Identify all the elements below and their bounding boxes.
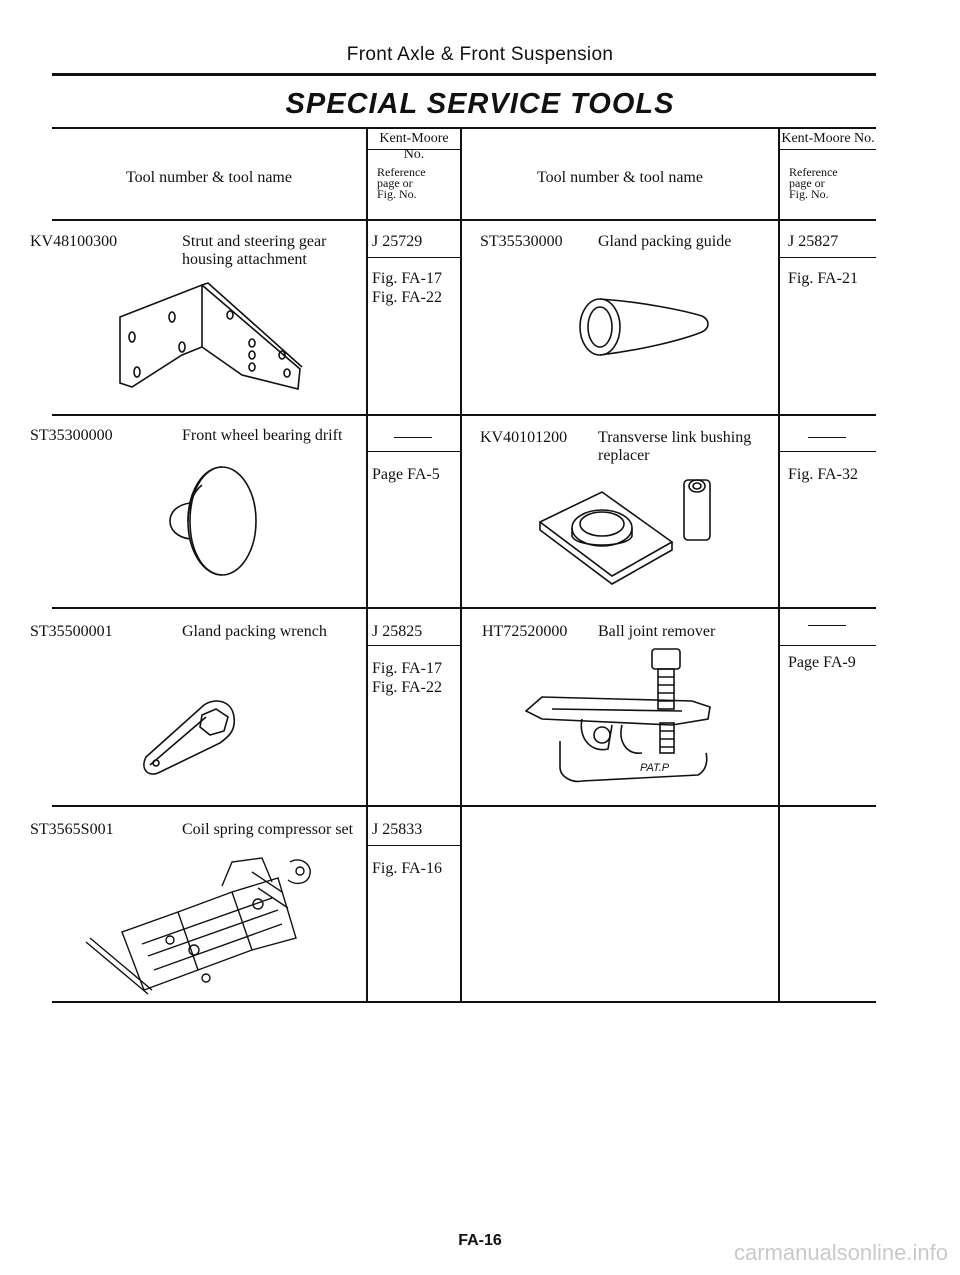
- reference-list: Page FA-5: [372, 466, 440, 483]
- gland-wrench-illustration: [136, 687, 246, 787]
- tool-name: Coil spring compressor set: [182, 821, 354, 838]
- kent-moore-number: J 25825: [372, 623, 423, 640]
- km-rule-l1: [368, 257, 460, 258]
- tool-column-header-left: Tool number & tool name: [126, 169, 292, 186]
- tool-number: ST35500001: [30, 623, 113, 640]
- tool-number: KV40101200: [480, 429, 568, 446]
- km-rule-l3: [368, 645, 460, 646]
- ball-joint-remover-illustration: [522, 645, 722, 795]
- row-rule-1: [52, 414, 876, 416]
- table-bottom-rule: [52, 1001, 876, 1003]
- page-number: FA-16: [458, 1232, 502, 1249]
- tool-number: ST35300000: [30, 427, 113, 444]
- km-rule-r3: [780, 645, 876, 646]
- kent-moore-number: J 25729: [372, 233, 423, 250]
- tool-name: Ball joint remover: [598, 623, 716, 640]
- packing-guide-illustration: [572, 292, 712, 362]
- tool-number: ST3565S001: [30, 821, 114, 838]
- tool-number: HT72520000: [482, 623, 568, 640]
- km-rule-r1: [780, 257, 876, 258]
- reference-list: Page FA-9: [788, 654, 856, 671]
- no-kent-moore-dash: [808, 625, 846, 626]
- no-kent-moore-dash: [394, 437, 432, 438]
- header-rule: [52, 73, 876, 76]
- reference-list: Fig. FA-32: [788, 466, 858, 483]
- tool-column-header-right: Tool number & tool name: [537, 169, 703, 186]
- km-rule-l4: [368, 845, 460, 846]
- km-column-header-right: Kent-Moore No.: [781, 131, 875, 146]
- no-kent-moore-dash: [808, 437, 846, 438]
- header-bottom-rule: [52, 219, 876, 221]
- reference-list: Fig. FA-17 Fig. FA-22: [372, 660, 442, 696]
- tool-name: Gland packing guide: [598, 233, 732, 250]
- col-rule-center: [460, 127, 462, 1003]
- special-tools-table: [30, 127, 876, 1003]
- km-header-rule-right: [780, 149, 876, 150]
- reference-list: Fig. FA-16: [372, 860, 442, 877]
- kent-moore-number: J 25833: [372, 821, 423, 838]
- reference-list: Fig. FA-21: [788, 270, 858, 287]
- tool-name: Transverse link bushing replacer: [598, 429, 752, 464]
- km-column-header-left: Kent-Moore No.: [379, 131, 449, 162]
- km-rule-l2: [368, 451, 460, 452]
- tool-name: Strut and steering gear housing attachment: [182, 233, 327, 268]
- tool-number: KV48100300: [30, 233, 118, 250]
- tool-name: Gland packing wrench: [182, 623, 327, 640]
- row-rule-3: [52, 805, 876, 807]
- col-rule-right-km: [778, 127, 780, 1003]
- bearing-drift-illustration: [162, 457, 272, 587]
- col-rule-left-km: [366, 127, 368, 1003]
- strut-housing-attachment-illustration: [112, 277, 312, 397]
- tool-number: ST35530000: [480, 233, 563, 250]
- reference-list: Fig. FA-17 Fig. FA-22: [372, 270, 442, 306]
- tool-name: Front wheel bearing drift: [182, 427, 343, 444]
- km-rule-r2: [780, 451, 876, 452]
- table-top-rule: [52, 127, 876, 129]
- ref-column-header-right: Reference page or Fig. No.: [789, 165, 838, 201]
- page-title: SPECIAL SERVICE TOOLS: [285, 88, 675, 120]
- row-rule-2: [52, 607, 876, 609]
- spring-compressor-illustration: [82, 852, 322, 997]
- section-title: Front Axle & Front Suspension: [346, 44, 614, 65]
- kent-moore-number: J 25827: [788, 233, 839, 250]
- bushing-replacer-illustration: [532, 472, 732, 587]
- ref-column-header-left: Reference page or Fig. No.: [377, 165, 426, 201]
- patent-pending-label: PAT.P: [640, 762, 670, 774]
- watermark: carmanualsonline.info: [733, 1240, 948, 1265]
